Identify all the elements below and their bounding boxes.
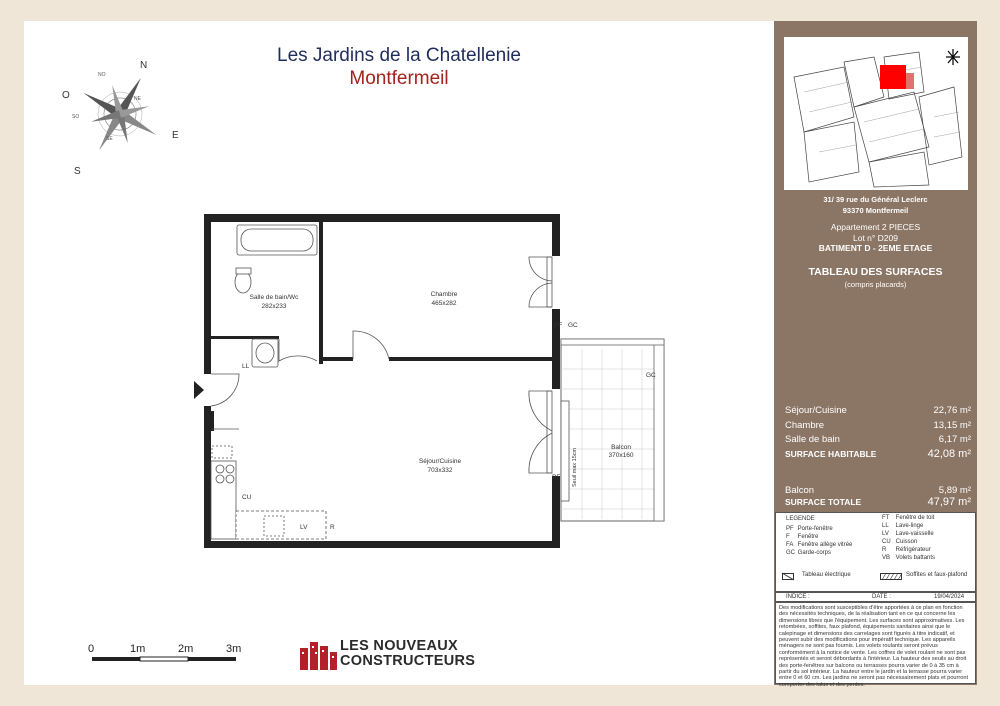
compass-e: E	[172, 130, 179, 141]
balcon-dim: 370x160	[608, 452, 634, 459]
compass-s: S	[74, 166, 81, 177]
legend-item: F Fenêtre	[786, 534, 819, 540]
compass-no: NO	[98, 72, 106, 78]
code-ll: LL	[242, 363, 250, 370]
index-bar	[775, 592, 976, 602]
legend-title: LEGENDE	[786, 516, 815, 522]
date-value: 19/04/2024	[934, 594, 965, 600]
legend-item: PF Porte-fenêtre	[786, 526, 833, 532]
info-panel	[774, 21, 977, 688]
bath-dim: 282x233	[261, 303, 287, 310]
surface-row	[785, 420, 971, 431]
city-title: Montfermeil	[349, 68, 449, 89]
legend-right	[882, 514, 935, 562]
surface-value: 13,15 m²	[933, 420, 971, 431]
legend-symbols	[780, 572, 972, 582]
code-gc-chambre: GC	[568, 322, 578, 329]
address-line-2: 93370 Montfermeil	[842, 206, 909, 215]
balcon-label: Balcon	[611, 444, 631, 451]
legend-item: R Réfrigérateur	[882, 547, 931, 553]
surface-value: 22,76 m²	[933, 405, 971, 416]
sejour-label: Séjour/Cuisine	[418, 458, 462, 465]
scale-1m: 1m	[130, 643, 146, 655]
surface-label: Chambre	[785, 420, 825, 431]
legend-item: CU Cuisson	[882, 539, 918, 545]
legend-item: VB Volets battants	[882, 555, 936, 561]
legend-left	[786, 525, 852, 557]
compass-so: SO	[72, 114, 80, 120]
balcon-row	[785, 485, 971, 496]
total-value: 47,97 m²	[927, 496, 971, 508]
legend-box	[775, 512, 976, 592]
compass-o: O	[62, 90, 70, 101]
total-label: SURFACE TOTALE	[785, 497, 862, 507]
legend-item: GC Garde-corps	[786, 550, 832, 556]
code-cu: CU	[242, 494, 252, 501]
code-lv: LV	[300, 524, 308, 531]
apt-lot: Lot n° D209	[853, 232, 898, 243]
balcony-area	[561, 339, 664, 521]
disclaimer-notes: Des modifications sont susceptibles d'être apportées à ce plan en fonction des nécessités techniques, de la réalisation tant en ce qui concerne les dimensions libres que l'équipement. Les surfaces sont approximatives. Les retombées, soffites, faux plafond, équipements sanitaires ainsi que le calepinage et dimensions des carrelages sont figurés à titre indicatif, et peuvent subir des modifications pour impératif technique. Les appareils ménagers ne sont pas fournis. Les volets roulants seront prévus conformément à la notice de vente. Les coffres de volet roulant ne sont pas représentés et seront débordants à l'intérieur. La hauteur des seuils au droit des porte-fenêtres sur balcons ou terrasses pourra varier de 0 à 35 cm à partir du sol intérieur. La hauteur entre le jardin et la terrasse pourra varier entre 0 et 60 cm. Les jardins ne seront pas nécessairement plats et pourront comporter des talus et des pentes.	[775, 602, 976, 684]
logo-line-1: LES NOUVEAUX	[340, 638, 459, 654]
table-subtitle: (compris placards)	[844, 280, 907, 289]
sejour-dim: 703x332	[427, 467, 453, 474]
threshold	[561, 401, 569, 501]
balcon-surface-label: Balcon	[785, 485, 815, 496]
tableau-electrique-icon	[782, 573, 794, 580]
walls	[204, 214, 563, 548]
brand-logo	[298, 638, 498, 672]
scale-bar	[86, 641, 256, 665]
legend-item: FT Fenêtre de toit	[882, 515, 935, 521]
soffites-label: Soffites et faux-plafond	[906, 572, 968, 578]
chambre-dim: 465x282	[431, 300, 457, 307]
legend-item: LL Lave-linge	[882, 523, 924, 529]
surface-habitable-row	[785, 448, 971, 460]
scale-3m: 3m	[226, 643, 242, 655]
compass-se: SE	[106, 136, 113, 142]
soffites-icon	[880, 573, 902, 580]
keyplan-north-icon	[946, 49, 960, 65]
logo-line-2: CONSTRUCTEURS	[340, 653, 476, 669]
address	[774, 194, 977, 216]
seuil-label: Seuil max 15cm	[572, 447, 578, 487]
surface-row	[785, 405, 971, 416]
apt-type: Appartement 2 PIECES	[830, 222, 921, 232]
surface-row	[785, 434, 971, 445]
surface-totale-row	[785, 496, 971, 508]
apt-building: BATIMENT D - 2EME ETAGE	[818, 243, 933, 253]
habitable-value: 42,08 m²	[927, 448, 971, 460]
legend-item: FA Fenêtre allège vitrée	[786, 542, 853, 548]
habitable-label: SURFACE HABITABLE	[785, 449, 877, 459]
scale-2m: 2m	[178, 643, 194, 655]
surface-label: Salle de bain	[785, 434, 840, 445]
surface-label: Séjour/Cuisine	[785, 405, 847, 416]
entrance-arrow-icon	[194, 381, 204, 399]
building-logo-icon	[298, 640, 338, 670]
scale-0: 0	[88, 643, 95, 655]
compass-n: N	[140, 60, 148, 71]
bath-label: Salle de bain/Wc	[249, 294, 299, 301]
code-gc-balcon: GC	[646, 372, 656, 379]
key-plan	[784, 37, 968, 190]
indice-label: INDICE :	[786, 594, 810, 600]
address-line-1: 31/ 39 rue du Général Leclerc	[823, 195, 928, 204]
code-pf-sejour: PF	[552, 474, 561, 481]
chambre-label: Chambre	[430, 291, 458, 298]
project-title: Les Jardins de la Chatellenie	[277, 45, 521, 66]
legend-item: LV Lave-vaisselle	[882, 531, 934, 537]
floor-plan	[174, 201, 674, 561]
compass-ne: NE	[134, 96, 141, 102]
date-label: DATE :	[872, 594, 891, 600]
table-title: TABLEAU DES SURFACES	[808, 266, 943, 278]
tableau-label: Tableau électrique	[802, 572, 851, 578]
balcon-surface-value: 5,89 m²	[938, 485, 971, 496]
plan-sheet	[24, 21, 977, 688]
code-r: R	[330, 524, 335, 531]
surface-value: 6,17 m²	[938, 434, 971, 445]
kitchen-fixtures	[211, 446, 326, 539]
code-pf-chambre: PF	[554, 322, 563, 329]
apartment-info	[774, 222, 977, 254]
compass-rose-icon	[60, 56, 180, 176]
